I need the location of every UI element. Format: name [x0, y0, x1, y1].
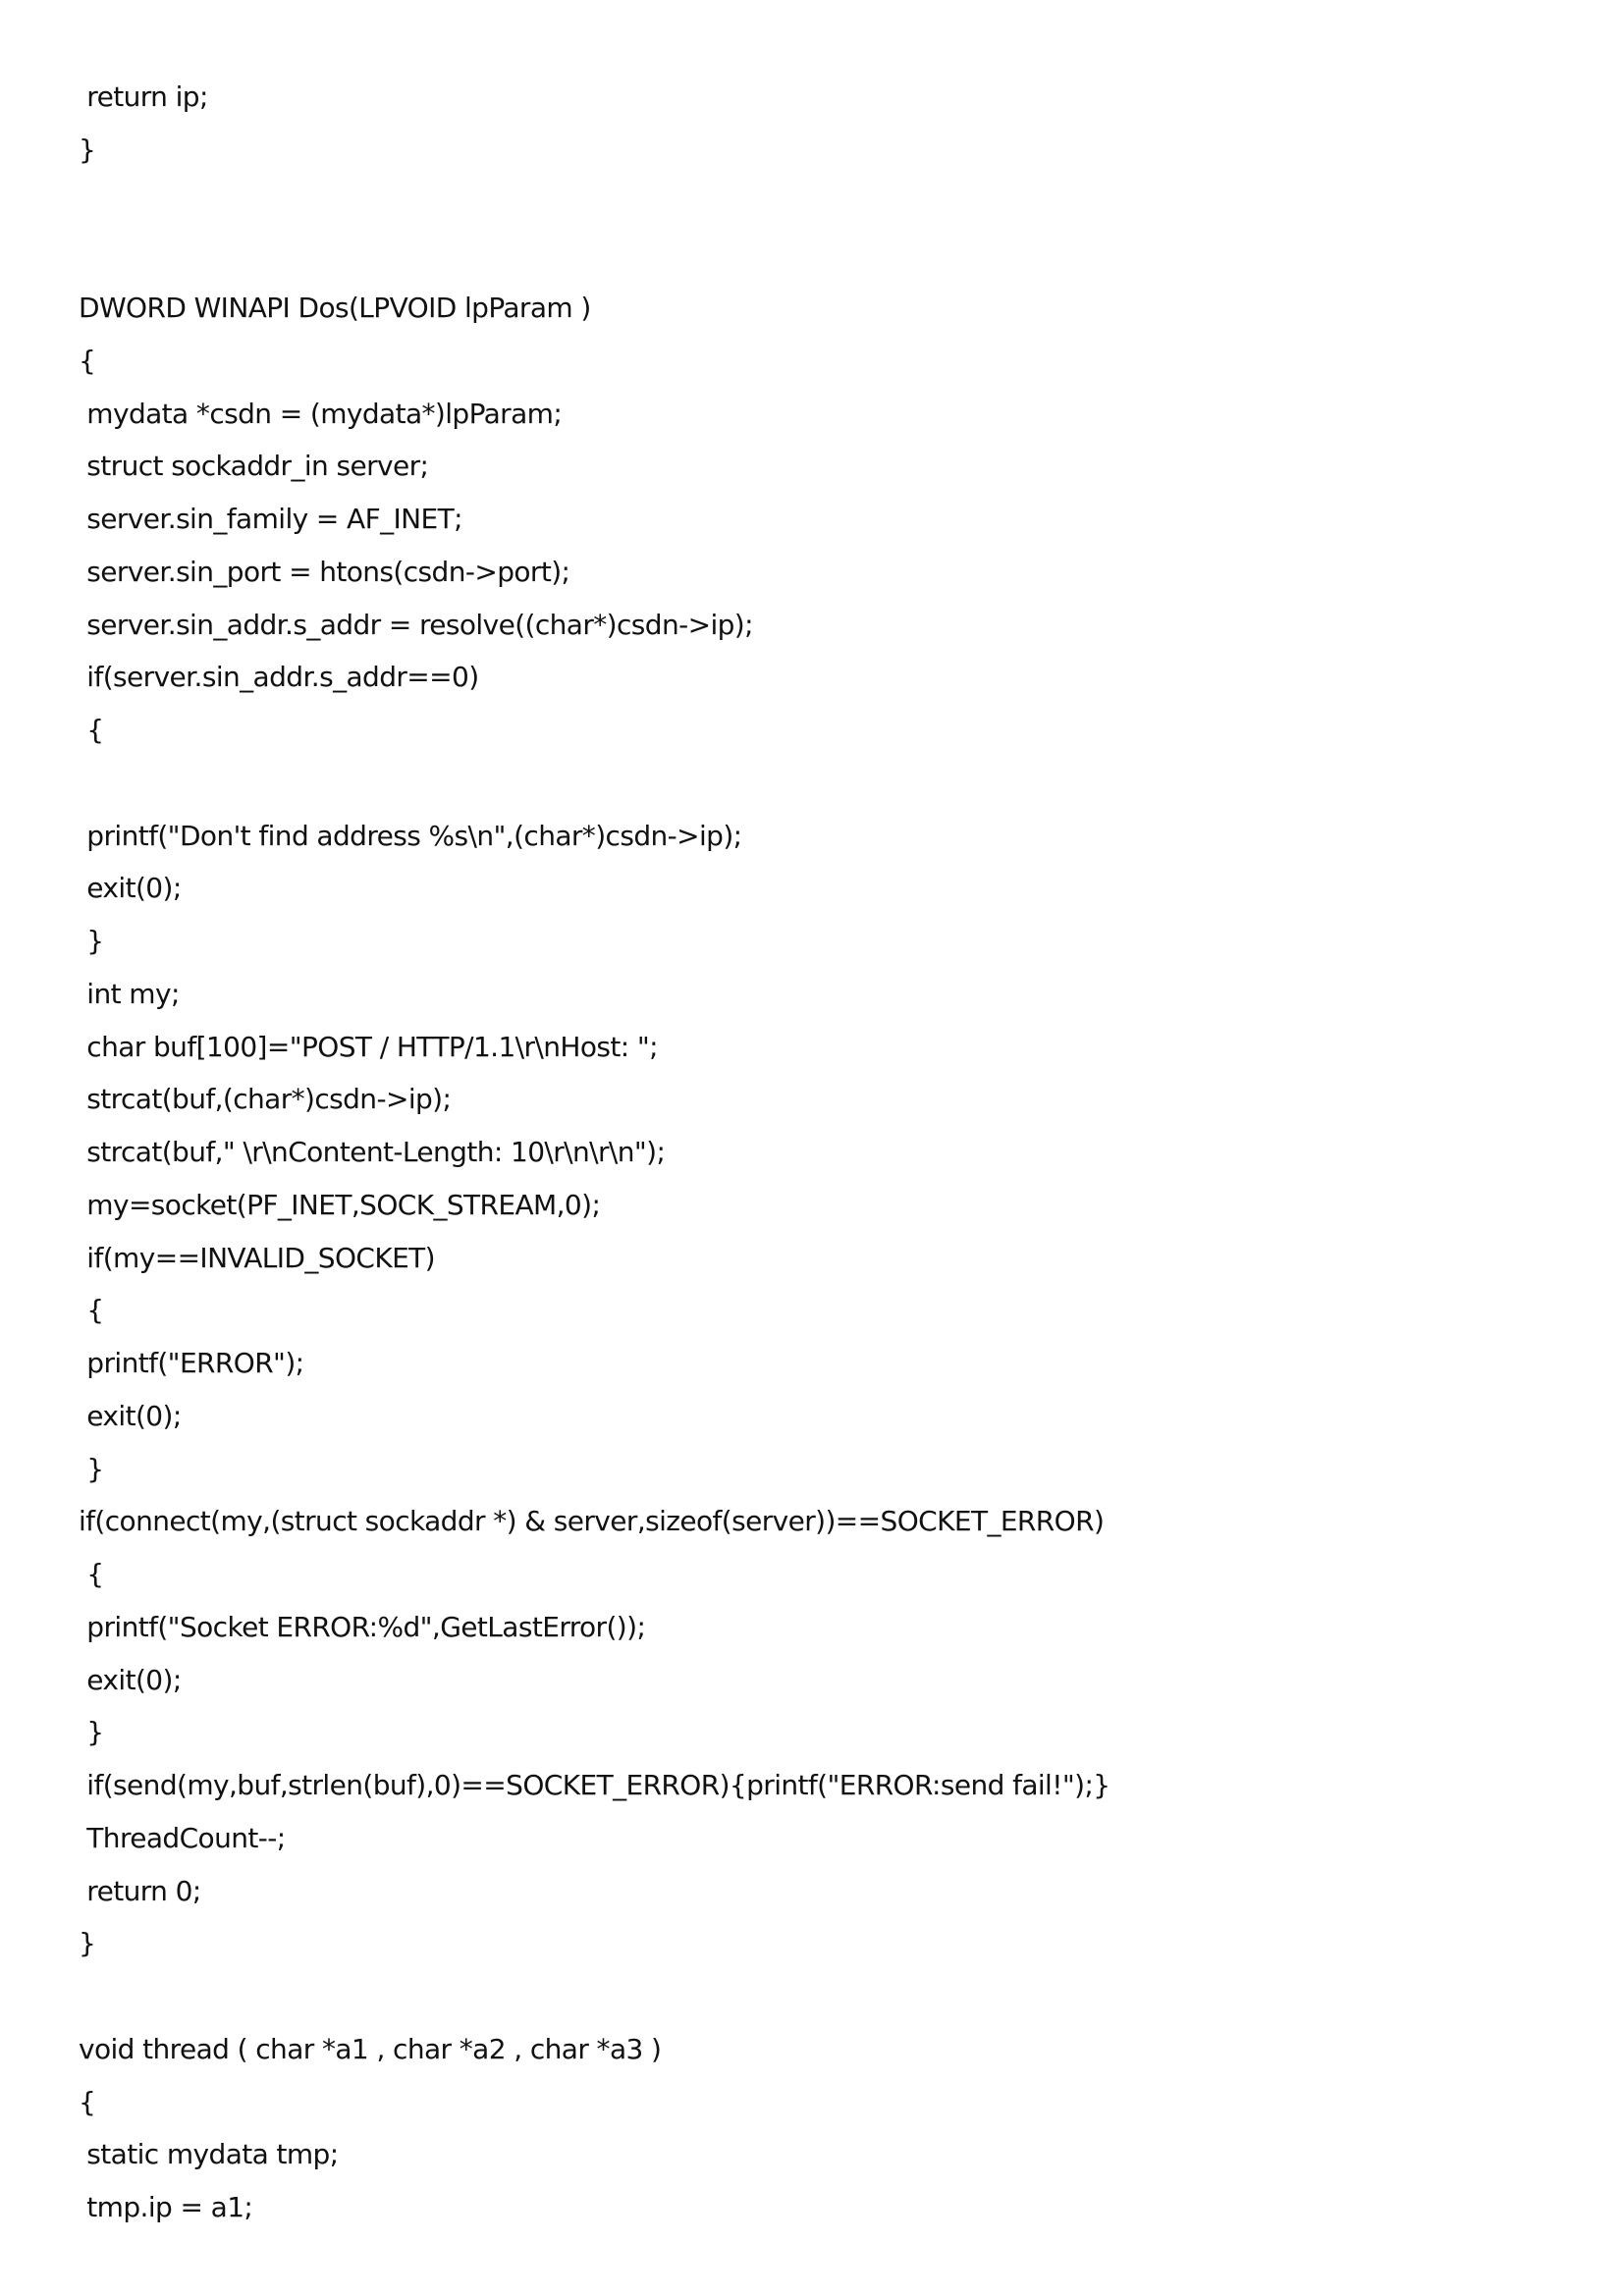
code-line: {	[79, 1558, 104, 1590]
code-listing	[79, 71, 1551, 2234]
code-line: {	[79, 1294, 104, 1327]
code-line: {	[79, 344, 96, 377]
code-line: strcat(buf,(char*)csdn->ip);	[79, 1083, 452, 1116]
code-line: DWORD WINAPI Dos(LPVOID lpParam )	[79, 292, 591, 324]
code-line: }	[79, 925, 104, 957]
code-line: exit(0);	[79, 872, 182, 905]
code-line: }	[79, 133, 96, 166]
code-line: if(my==INVALID_SOCKET)	[79, 1241, 436, 1274]
code-line: ThreadCount--;	[79, 1821, 286, 1854]
code-line: return ip;	[79, 80, 208, 113]
code-line: mydata *csdn = (mydata*)lpParam;	[79, 397, 563, 430]
code-line: {	[79, 714, 104, 746]
code-line: static mydata tmp;	[79, 2138, 339, 2171]
code-line: }	[79, 1927, 96, 1960]
code-line: void thread ( char *a1 , char *a2 , char *a3 )	[79, 2032, 662, 2065]
code-line: }	[79, 1716, 104, 1749]
code-line: server.sin_port = htons(csdn->port);	[79, 555, 570, 588]
code-line: printf("Socket ERROR:%d",GetLastError());	[79, 1610, 646, 1643]
code-line: printf("Don't find address %s\n",(char*)csdn->ip);	[79, 819, 742, 852]
code-line: server.sin_family = AF_INET;	[79, 503, 462, 535]
code-line: {	[79, 2085, 96, 2118]
code-line: if(server.sin_addr.s_addr==0)	[79, 661, 479, 694]
code-line: exit(0);	[79, 1399, 182, 1432]
code-line: tmp.ip = a1;	[79, 2191, 253, 2223]
code-line: server.sin_addr.s_addr = resolve((char*)csdn->ip);	[79, 608, 753, 641]
code-line: exit(0);	[79, 1663, 182, 1696]
code-line: char buf[100]="POST / HTTP/1.1\r\nHost: ";	[79, 1030, 658, 1063]
code-line: int my;	[79, 977, 180, 1010]
code-line: printf("ERROR");	[79, 1347, 304, 1379]
code-line	[79, 177, 1551, 230]
code-line	[79, 229, 1551, 282]
code-line: if(send(my,buf,strlen(buf),0)==SOCKET_ERROR){printf("ERROR:send fail!");}	[79, 1769, 1110, 1801]
code-line: if(connect(my,(struct sockaddr *) & server,sizeof(server))==SOCKET_ERROR)	[79, 1505, 1105, 1538]
code-line	[79, 1970, 1551, 2023]
code-line: struct sockaddr_in server;	[79, 450, 429, 483]
code-line	[79, 757, 1551, 810]
code-line: strcat(buf," \r\nContent-Length: 10\r\n\r\n");	[79, 1136, 666, 1168]
code-line: }	[79, 1452, 104, 1485]
code-line: my=socket(PF_INET,SOCK_STREAM,0);	[79, 1188, 601, 1221]
code-line: return 0;	[79, 1874, 201, 1907]
